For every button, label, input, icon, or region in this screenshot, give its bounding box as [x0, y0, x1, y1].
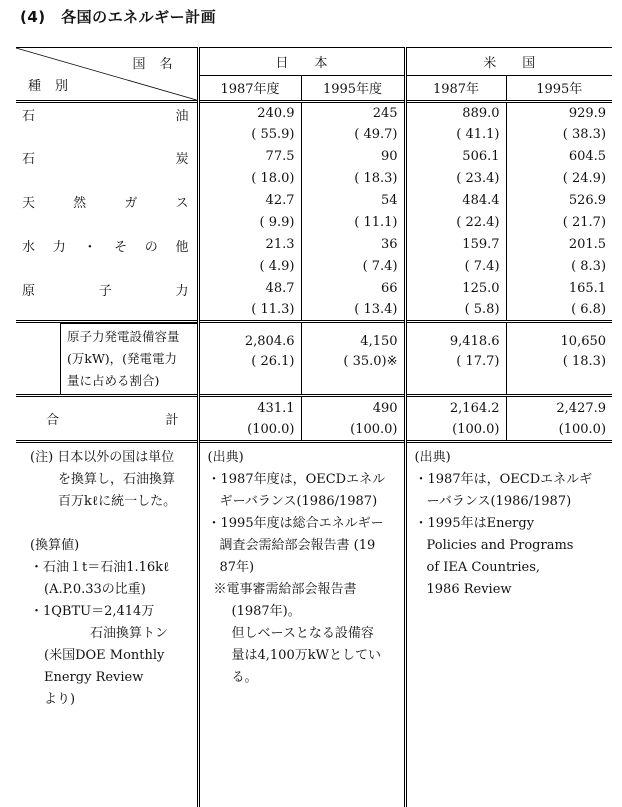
- note-line: 百万kℓに統一した。: [58, 493, 177, 509]
- notes-middle: [198, 441, 405, 807]
- cell-value: 484.4: [405, 190, 506, 212]
- nuclear-value: 10,650: [506, 322, 612, 355]
- cell-value: 21.3: [198, 234, 301, 256]
- nuclear-label-line: 原子力発電設備容量: [67, 329, 180, 344]
- table-row: [16, 278, 612, 300]
- table-row: [16, 234, 612, 256]
- notes-middle-lines: [208, 447, 398, 689]
- cell-share: ( 24.9): [506, 168, 612, 190]
- nuclear-value: 9,418.6: [405, 322, 506, 355]
- row-label-char: 炭: [175, 151, 189, 167]
- row-label-char: 然: [73, 195, 87, 211]
- japan-header: 日 本: [198, 48, 405, 76]
- total-value: 2,427.9: [506, 396, 612, 420]
- nuclear-label-line: (万kW)，(発電電力: [67, 351, 178, 366]
- row-label-char: 他: [175, 239, 189, 255]
- note-line: 1986 Review: [426, 581, 512, 597]
- cell-value: 54: [301, 190, 405, 212]
- total-value: 490: [301, 396, 405, 420]
- cell-share: ( 55.9): [198, 124, 301, 146]
- note-line: of IEA Countries,: [426, 559, 541, 575]
- note-line: ・石油１t＝石油1.16kℓ: [30, 559, 170, 575]
- row-label-text: [22, 236, 191, 255]
- page-title: (4) 各国のエネルギー計画: [20, 8, 217, 26]
- cell-value: 604.5: [506, 146, 612, 168]
- cell-value: 165.1: [506, 278, 612, 300]
- table-row: [16, 190, 612, 212]
- data-rows: [16, 102, 612, 322]
- total-value: 431.1: [198, 396, 301, 420]
- note-line: 調査会需給部会報告書 (19: [219, 537, 376, 553]
- cell-value: 526.9: [506, 190, 612, 212]
- row-label: [16, 278, 198, 322]
- row-label-char: 石: [22, 109, 36, 124]
- cell-value: 90: [301, 146, 405, 168]
- cell-value: 201.5: [506, 234, 612, 256]
- cell-share: ( 38.3): [506, 124, 612, 146]
- year-header: 1995年度: [301, 75, 405, 101]
- year-header: 1995年: [506, 75, 612, 101]
- note-line: (出典): [414, 449, 451, 465]
- country-label: 国名: [132, 57, 187, 72]
- row-label-char: ガ: [124, 195, 138, 211]
- note-line: る。: [231, 669, 258, 685]
- total-share: (100.0): [506, 419, 612, 441]
- cell-share: ( 6.8): [506, 300, 612, 322]
- total-share: (100.0): [198, 419, 301, 441]
- cell-value: 159.7: [405, 234, 506, 256]
- energy-plan-table: [16, 47, 612, 807]
- note-line: (米国DOE Monthly: [44, 647, 165, 663]
- total-value: 2,164.2: [405, 396, 506, 420]
- nuclear-value: 4,150: [301, 322, 405, 355]
- row-label-char: 力: [175, 283, 189, 299]
- note-line: ※電事審需給部会報告書: [213, 581, 357, 597]
- row-label-text: [22, 192, 191, 211]
- cell-share: ( 5.8): [405, 300, 506, 322]
- total-share: (100.0): [405, 419, 506, 441]
- note-line: ・1QBTU＝2,414万: [30, 603, 155, 619]
- note-line: ・1987年は，OECDエネルギ: [414, 471, 593, 487]
- table-row: [16, 102, 612, 124]
- nuclear-value: 2,804.6: [198, 322, 301, 355]
- note-line: ーバランス(1986/1987): [426, 493, 572, 509]
- nuclear-capacity-row: [16, 322, 612, 355]
- notes-left: [16, 441, 198, 807]
- row-label: [16, 234, 198, 278]
- cell-value: 240.9: [198, 102, 301, 124]
- notes-right: [405, 441, 612, 807]
- note-line: ・1995年はEnergy: [414, 515, 535, 531]
- header-diagonal-cell: [16, 48, 198, 102]
- row-label-char: 力: [52, 239, 66, 255]
- nuclear-share: ( 35.0)※: [301, 354, 405, 395]
- note-line: (1987年)。: [231, 603, 301, 619]
- cell-value: 36: [301, 234, 405, 256]
- cell-value: 125.0: [405, 278, 506, 300]
- cell-share: ( 7.4): [301, 256, 405, 278]
- table-row: [16, 146, 612, 168]
- note-line: ・1995年度は総合エネルギー: [207, 515, 384, 531]
- cell-share: ( 8.3): [506, 256, 612, 278]
- cell-value: 889.0: [405, 102, 506, 124]
- cell-share: ( 23.4): [405, 168, 506, 190]
- nuclear-label-line: 量に占める割合): [67, 373, 160, 388]
- category-label: 種別: [28, 79, 83, 94]
- row-label-char: 油: [175, 109, 189, 124]
- row-label-char: ・: [83, 239, 97, 255]
- cell-share: ( 13.4): [301, 300, 405, 322]
- note-line: 87年): [219, 559, 255, 575]
- note-line: [30, 513, 191, 535]
- note-line: Energy Review: [44, 669, 144, 685]
- total-label-cell: [16, 396, 198, 442]
- cell-share: ( 18.3): [301, 168, 405, 190]
- cell-share: ( 11.3): [198, 300, 301, 322]
- row-label-char: の: [144, 239, 158, 255]
- note-line: (出典): [207, 449, 244, 465]
- row-label-text: [22, 105, 191, 124]
- year-header: 1987年: [405, 75, 506, 101]
- row-label-char: 石: [22, 151, 36, 167]
- total-label-char: 計: [165, 412, 179, 428]
- row-label-char: 子: [98, 283, 112, 299]
- total-label-char: 合: [46, 412, 60, 428]
- cell-value: 66: [301, 278, 405, 300]
- cell-value: 48.7: [198, 278, 301, 300]
- note-line: ギーバランス(1986/1987): [219, 493, 378, 509]
- cell-share: ( 11.1): [301, 212, 405, 234]
- cell-share: ( 41.1): [405, 124, 506, 146]
- row-label: [16, 102, 198, 146]
- total-row: [16, 396, 612, 420]
- row-label-text: [22, 280, 191, 299]
- usa-header: 米 国: [405, 48, 612, 76]
- cell-share: ( 4.9): [198, 256, 301, 278]
- cell-value: 77.5: [198, 146, 301, 168]
- note-line: より): [44, 691, 76, 707]
- cell-share: ( 9.9): [198, 212, 301, 234]
- note-line: 石油換算トン: [90, 625, 169, 641]
- row-label-char: ス: [175, 195, 189, 211]
- note-line: を換算し，石油換算: [58, 471, 176, 487]
- nuclear-share: ( 26.1): [198, 354, 301, 395]
- cell-share: ( 22.4): [405, 212, 506, 234]
- row-label-char: 水: [22, 239, 36, 255]
- row-label-char: そ: [114, 239, 128, 255]
- note-line: 量は4,100万kWとしてい: [231, 647, 381, 663]
- header-row-countries: [16, 48, 612, 76]
- note-line: (換算値): [30, 537, 80, 553]
- note-line: (A.P.0.33の比重): [44, 581, 146, 597]
- note-line: (注) 日本以外の国は単位: [30, 449, 175, 465]
- note-line: 但しベースとなる設備容: [231, 625, 374, 641]
- cell-value: 42.7: [198, 190, 301, 212]
- total-label: [46, 409, 181, 428]
- cell-value: 929.9: [506, 102, 612, 124]
- nuclear-share: ( 18.3): [506, 354, 612, 395]
- row-label-char: 天: [22, 195, 36, 211]
- row-label-char: 原: [22, 283, 36, 299]
- notes-row: [16, 441, 612, 807]
- cell-share: ( 49.7): [301, 124, 405, 146]
- cell-value: 245: [301, 102, 405, 124]
- row-label: [16, 146, 198, 190]
- cell-share: ( 18.0): [198, 168, 301, 190]
- row-label: [16, 190, 198, 234]
- cell-share: ( 7.4): [405, 256, 506, 278]
- year-header: 1987年度: [198, 75, 301, 101]
- note-line: ・1987年度は，OECDエネル: [207, 471, 386, 487]
- total-share: (100.0): [301, 419, 405, 441]
- notes-left-lines: [30, 447, 191, 711]
- nuclear-capacity-label: [16, 322, 198, 396]
- row-label-text: [22, 148, 191, 167]
- cell-value: 506.1: [405, 146, 506, 168]
- notes-right-lines: [415, 447, 607, 601]
- cell-share: ( 21.7): [506, 212, 612, 234]
- note-line: Policies and Programs: [426, 537, 574, 553]
- nuclear-share: ( 17.7): [405, 354, 506, 395]
